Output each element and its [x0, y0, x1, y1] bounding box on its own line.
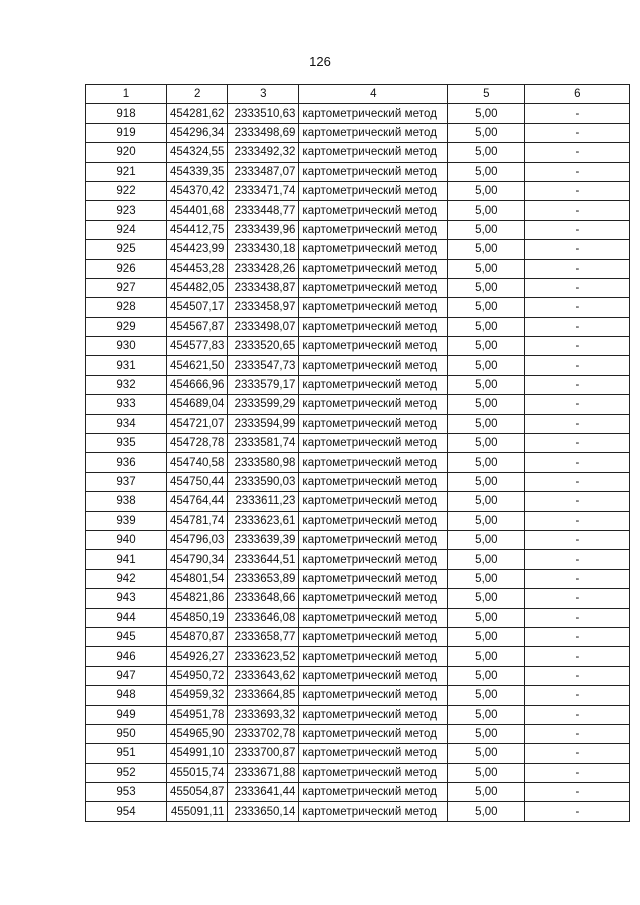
cell-accuracy: 5,00 [448, 259, 525, 278]
cell-accuracy: 5,00 [448, 162, 525, 181]
table-row [86, 472, 630, 491]
cell-note: - [525, 414, 630, 433]
cell-method: картометрический метод [299, 647, 448, 666]
cell-accuracy: 5,00 [448, 395, 525, 414]
cell-coord-y: 2333650,14 [228, 802, 299, 821]
cell-coord-y: 2333664,85 [228, 686, 299, 705]
cell-note: - [525, 666, 630, 685]
cell-point-number: 921 [86, 162, 167, 181]
cell-coord-x: 454412,75 [167, 220, 228, 239]
cell-note: - [525, 627, 630, 646]
cell-coord-y: 2333648,66 [228, 589, 299, 608]
cell-note: - [525, 647, 630, 666]
table-row [86, 278, 630, 297]
table-row [86, 201, 630, 220]
cell-coord-y: 2333700,87 [228, 744, 299, 763]
cell-note: - [525, 395, 630, 414]
table-row [86, 724, 630, 743]
cell-accuracy: 5,00 [448, 666, 525, 685]
cell-coord-x: 454764,44 [167, 492, 228, 511]
table-row [86, 647, 630, 666]
cell-note: - [525, 240, 630, 259]
column-header: 3 [228, 85, 299, 104]
cell-note: - [525, 259, 630, 278]
table-row [86, 763, 630, 782]
cell-accuracy: 5,00 [448, 627, 525, 646]
cell-coord-y: 2333643,62 [228, 666, 299, 685]
cell-accuracy: 5,00 [448, 414, 525, 433]
table-row [86, 511, 630, 530]
cell-coord-x: 454482,05 [167, 278, 228, 297]
cell-note: - [525, 337, 630, 356]
cell-note: - [525, 375, 630, 394]
cell-coord-y: 2333428,26 [228, 259, 299, 278]
cell-point-number: 935 [86, 434, 167, 453]
cell-point-number: 929 [86, 317, 167, 336]
cell-point-number: 952 [86, 763, 167, 782]
cell-point-number: 939 [86, 511, 167, 530]
cell-coord-x: 454796,03 [167, 530, 228, 549]
cell-coord-x: 454296,34 [167, 123, 228, 142]
cell-accuracy: 5,00 [448, 181, 525, 200]
table-row [86, 220, 630, 239]
cell-method: картометрический метод [299, 589, 448, 608]
cell-method: картометрический метод [299, 666, 448, 685]
cell-note: - [525, 298, 630, 317]
column-header: 4 [299, 85, 448, 104]
cell-note: - [525, 589, 630, 608]
cell-method: картометрический метод [299, 240, 448, 259]
table-row [86, 608, 630, 627]
cell-note: - [525, 162, 630, 181]
cell-coord-y: 2333448,77 [228, 201, 299, 220]
cell-accuracy: 5,00 [448, 763, 525, 782]
cell-point-number: 925 [86, 240, 167, 259]
cell-coord-y: 2333547,73 [228, 356, 299, 375]
cell-accuracy: 5,00 [448, 453, 525, 472]
cell-point-number: 953 [86, 783, 167, 802]
cell-method: картометрический метод [299, 317, 448, 336]
cell-method: картометрический метод [299, 220, 448, 239]
table-row [86, 705, 630, 724]
cell-note: - [525, 123, 630, 142]
cell-accuracy: 5,00 [448, 550, 525, 569]
cell-note: - [525, 220, 630, 239]
cell-method: картометрический метод [299, 395, 448, 414]
cell-point-number: 944 [86, 608, 167, 627]
cell-note: - [525, 550, 630, 569]
table-row [86, 492, 630, 511]
cell-coord-x: 454567,87 [167, 317, 228, 336]
cell-accuracy: 5,00 [448, 569, 525, 588]
cell-note: - [525, 278, 630, 297]
cell-coord-y: 2333641,44 [228, 783, 299, 802]
cell-point-number: 949 [86, 705, 167, 724]
table-row [86, 337, 630, 356]
cell-note: - [525, 356, 630, 375]
cell-coord-y: 2333590,03 [228, 472, 299, 491]
cell-accuracy: 5,00 [448, 220, 525, 239]
cell-note: - [525, 530, 630, 549]
cell-accuracy: 5,00 [448, 724, 525, 743]
table-row [86, 395, 630, 414]
cell-coord-y: 2333693,32 [228, 705, 299, 724]
cell-coord-x: 454423,99 [167, 240, 228, 259]
cell-method: картометрический метод [299, 472, 448, 491]
cell-coord-x: 454965,90 [167, 724, 228, 743]
cell-point-number: 936 [86, 453, 167, 472]
cell-point-number: 933 [86, 395, 167, 414]
cell-coord-y: 2333702,78 [228, 724, 299, 743]
cell-coord-y: 2333623,61 [228, 511, 299, 530]
table-row [86, 162, 630, 181]
cell-coord-x: 454790,34 [167, 550, 228, 569]
cell-accuracy: 5,00 [448, 705, 525, 724]
cell-coord-x: 454959,32 [167, 686, 228, 705]
cell-point-number: 951 [86, 744, 167, 763]
cell-coord-y: 2333611,23 [228, 492, 299, 511]
cell-coord-y: 2333520,65 [228, 337, 299, 356]
cell-method: картометрический метод [299, 453, 448, 472]
cell-point-number: 943 [86, 589, 167, 608]
cell-point-number: 920 [86, 143, 167, 162]
cell-method: картометрический метод [299, 686, 448, 705]
cell-coord-y: 2333498,07 [228, 317, 299, 336]
cell-coord-y: 2333581,74 [228, 434, 299, 453]
cell-coord-x: 455091,11 [167, 802, 228, 821]
cell-note: - [525, 763, 630, 782]
table-row [86, 317, 630, 336]
cell-accuracy: 5,00 [448, 492, 525, 511]
cell-coord-y: 2333639,39 [228, 530, 299, 549]
cell-accuracy: 5,00 [448, 201, 525, 220]
cell-point-number: 937 [86, 472, 167, 491]
table-row [86, 530, 630, 549]
cell-point-number: 923 [86, 201, 167, 220]
cell-coord-x: 455015,74 [167, 763, 228, 782]
cell-note: - [525, 181, 630, 200]
cell-point-number: 934 [86, 414, 167, 433]
cell-coord-y: 2333594,99 [228, 414, 299, 433]
table-row [86, 259, 630, 278]
cell-accuracy: 5,00 [448, 337, 525, 356]
cell-point-number: 927 [86, 278, 167, 297]
cell-coord-x: 454926,27 [167, 647, 228, 666]
table-row [86, 627, 630, 646]
cell-accuracy: 5,00 [448, 530, 525, 549]
table-header-row [86, 85, 630, 104]
cell-note: - [525, 317, 630, 336]
cell-note: - [525, 608, 630, 627]
cell-note: - [525, 492, 630, 511]
cell-point-number: 919 [86, 123, 167, 142]
table-row [86, 783, 630, 802]
cell-accuracy: 5,00 [448, 123, 525, 142]
cell-coord-x: 454324,55 [167, 143, 228, 162]
cell-note: - [525, 434, 630, 453]
page-number: 126 [309, 54, 331, 69]
table-row [86, 744, 630, 763]
cell-coord-y: 2333458,97 [228, 298, 299, 317]
table-row [86, 453, 630, 472]
table-row [86, 414, 630, 433]
cell-point-number: 947 [86, 666, 167, 685]
cell-accuracy: 5,00 [448, 783, 525, 802]
cell-coord-x: 454781,74 [167, 511, 228, 530]
cell-accuracy: 5,00 [448, 802, 525, 821]
cell-coord-y: 2333487,07 [228, 162, 299, 181]
cell-coord-y: 2333430,18 [228, 240, 299, 259]
table-row [86, 298, 630, 317]
cell-accuracy: 5,00 [448, 375, 525, 394]
cell-coord-x: 454370,42 [167, 181, 228, 200]
cell-accuracy: 5,00 [448, 647, 525, 666]
cell-coord-y: 2333623,52 [228, 647, 299, 666]
cell-note: - [525, 104, 630, 123]
cell-accuracy: 5,00 [448, 104, 525, 123]
table-row [86, 143, 630, 162]
cell-accuracy: 5,00 [448, 317, 525, 336]
cell-coord-y: 2333471,74 [228, 181, 299, 200]
cell-coord-x: 454740,58 [167, 453, 228, 472]
cell-point-number: 926 [86, 259, 167, 278]
cell-method: картометрический метод [299, 104, 448, 123]
cell-method: картометрический метод [299, 763, 448, 782]
cell-accuracy: 5,00 [448, 608, 525, 627]
cell-coord-x: 454850,19 [167, 608, 228, 627]
cell-point-number: 948 [86, 686, 167, 705]
cell-note: - [525, 724, 630, 743]
cell-coord-y: 2333671,88 [228, 763, 299, 782]
column-header: 2 [167, 85, 228, 104]
cell-accuracy: 5,00 [448, 744, 525, 763]
cell-coord-y: 2333653,89 [228, 569, 299, 588]
table-row [86, 434, 630, 453]
cell-note: - [525, 472, 630, 491]
cell-method: картометрический метод [299, 337, 448, 356]
cell-coord-y: 2333646,08 [228, 608, 299, 627]
cell-method: картометрический метод [299, 259, 448, 278]
cell-method: картометрический метод [299, 298, 448, 317]
cell-method: картометрический метод [299, 608, 448, 627]
cell-method: картометрический метод [299, 375, 448, 394]
cell-point-number: 918 [86, 104, 167, 123]
table-row [86, 686, 630, 705]
cell-coord-x: 454750,44 [167, 472, 228, 491]
cell-note: - [525, 453, 630, 472]
coordinates-table [85, 84, 630, 822]
cell-point-number: 928 [86, 298, 167, 317]
cell-point-number: 954 [86, 802, 167, 821]
cell-point-number: 922 [86, 181, 167, 200]
column-header: 5 [448, 85, 525, 104]
cell-coord-y: 2333579,17 [228, 375, 299, 394]
table-row [86, 123, 630, 142]
cell-coord-x: 454453,28 [167, 259, 228, 278]
cell-coord-y: 2333599,29 [228, 395, 299, 414]
cell-coord-x: 454991,10 [167, 744, 228, 763]
cell-coord-x: 454621,50 [167, 356, 228, 375]
cell-accuracy: 5,00 [448, 472, 525, 491]
cell-coord-y: 2333658,77 [228, 627, 299, 646]
cell-method: картометрический метод [299, 802, 448, 821]
cell-coord-x: 454821,86 [167, 589, 228, 608]
cell-accuracy: 5,00 [448, 511, 525, 530]
cell-method: картометрический метод [299, 356, 448, 375]
column-header: 6 [525, 85, 630, 104]
cell-method: картометрический метод [299, 414, 448, 433]
table-row [86, 666, 630, 685]
cell-coord-x: 454577,83 [167, 337, 228, 356]
cell-coord-x: 454951,78 [167, 705, 228, 724]
cell-method: картометрический метод [299, 123, 448, 142]
cell-point-number: 950 [86, 724, 167, 743]
cell-point-number: 946 [86, 647, 167, 666]
cell-coord-y: 2333510,63 [228, 104, 299, 123]
cell-note: - [525, 705, 630, 724]
cell-point-number: 941 [86, 550, 167, 569]
cell-coord-x: 454339,35 [167, 162, 228, 181]
cell-method: картометрический метод [299, 744, 448, 763]
table-row [86, 181, 630, 200]
cell-note: - [525, 511, 630, 530]
cell-coord-y: 2333438,87 [228, 278, 299, 297]
cell-point-number: 930 [86, 337, 167, 356]
table-row [86, 240, 630, 259]
cell-method: картометрический метод [299, 162, 448, 181]
table-row [86, 550, 630, 569]
cell-method: картометрический метод [299, 492, 448, 511]
cell-method: картометрический метод [299, 569, 448, 588]
cell-coord-x: 454401,68 [167, 201, 228, 220]
cell-point-number: 942 [86, 569, 167, 588]
cell-note: - [525, 686, 630, 705]
cell-coord-x: 454870,87 [167, 627, 228, 646]
cell-accuracy: 5,00 [448, 298, 525, 317]
cell-method: картометрический метод [299, 627, 448, 646]
cell-method: картометрический метод [299, 511, 448, 530]
cell-coord-y: 2333644,51 [228, 550, 299, 569]
cell-method: картометрический метод [299, 143, 448, 162]
cell-method: картометрический метод [299, 181, 448, 200]
cell-note: - [525, 802, 630, 821]
table-row [86, 589, 630, 608]
cell-method: картометрический метод [299, 434, 448, 453]
cell-method: картометрический метод [299, 783, 448, 802]
cell-accuracy: 5,00 [448, 589, 525, 608]
cell-coord-x: 455054,87 [167, 783, 228, 802]
cell-accuracy: 5,00 [448, 434, 525, 453]
cell-point-number: 940 [86, 530, 167, 549]
cell-accuracy: 5,00 [448, 143, 525, 162]
cell-coord-x: 454950,72 [167, 666, 228, 685]
table-row [86, 375, 630, 394]
cell-coord-x: 454666,96 [167, 375, 228, 394]
cell-method: картометрический метод [299, 705, 448, 724]
cell-accuracy: 5,00 [448, 356, 525, 375]
cell-method: картометрический метод [299, 201, 448, 220]
cell-coord-x: 454721,07 [167, 414, 228, 433]
table-row [86, 356, 630, 375]
cell-coord-x: 454689,04 [167, 395, 228, 414]
cell-accuracy: 5,00 [448, 278, 525, 297]
cell-coord-x: 454507,17 [167, 298, 228, 317]
cell-point-number: 932 [86, 375, 167, 394]
cell-accuracy: 5,00 [448, 686, 525, 705]
cell-coord-x: 454728,78 [167, 434, 228, 453]
cell-point-number: 931 [86, 356, 167, 375]
cell-method: картометрический метод [299, 278, 448, 297]
cell-point-number: 938 [86, 492, 167, 511]
cell-note: - [525, 783, 630, 802]
table-row [86, 569, 630, 588]
cell-point-number: 945 [86, 627, 167, 646]
cell-coord-y: 2333580,98 [228, 453, 299, 472]
cell-note: - [525, 569, 630, 588]
cell-note: - [525, 744, 630, 763]
cell-method: картометрический метод [299, 550, 448, 569]
cell-point-number: 924 [86, 220, 167, 239]
cell-note: - [525, 143, 630, 162]
cell-coord-x: 454281,62 [167, 104, 228, 123]
cell-coord-y: 2333439,96 [228, 220, 299, 239]
column-header: 1 [86, 85, 167, 104]
table-row [86, 104, 630, 123]
cell-method: картометрический метод [299, 724, 448, 743]
table-row [86, 802, 630, 821]
cell-accuracy: 5,00 [448, 240, 525, 259]
cell-coord-x: 454801,54 [167, 569, 228, 588]
cell-coord-y: 2333492,32 [228, 143, 299, 162]
cell-note: - [525, 201, 630, 220]
cell-coord-y: 2333498,69 [228, 123, 299, 142]
table-body [86, 104, 630, 821]
cell-method: картометрический метод [299, 530, 448, 549]
